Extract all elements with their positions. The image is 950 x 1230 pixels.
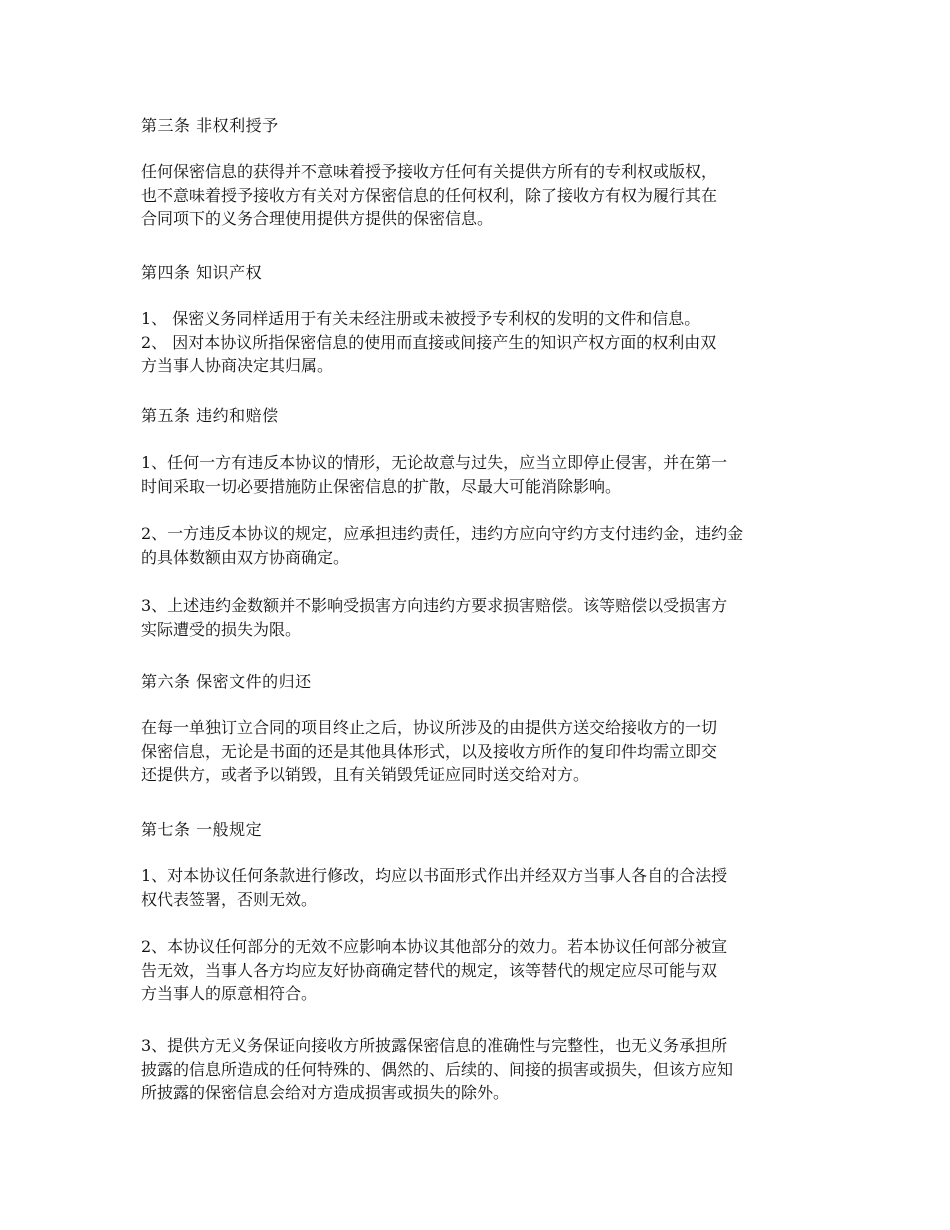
text-line: 也不意味着授予接收方有关对方保密信息的任何权利，除了接收方有权为履行其在 xyxy=(141,185,718,205)
text-line: 权代表签署，否则无效。 xyxy=(141,889,318,909)
text-line: 还提供方，或者予以销毁，且有关销毁凭证应同时送交给对方。 xyxy=(141,765,590,784)
text-line: 披露的信息所造成的任何特殊的、偶然的、后续的、间接的损害或损失，但该方应知 xyxy=(141,1059,734,1079)
text-line: 任何保密信息的获得并不意味着授予接收方任何有关提供方所有的专利权或版权， xyxy=(141,162,718,181)
text-line: 3、上述违约金数额并不影响受损害方向违约方要求损害赔偿。该等赔偿以受损害方 xyxy=(141,596,728,615)
text-line: 在每一单独订立合同的项目终止之后，协议所涉及的由提供方送交给接收方的一切 xyxy=(141,718,718,737)
text-line: 的具体数额由双方协商确定。 xyxy=(141,547,350,567)
article-5-paragraph-3 xyxy=(141,594,815,641)
article-6-heading: 第六条 保密文件的归还 xyxy=(141,672,312,691)
article-4-items xyxy=(141,307,815,378)
article-5-heading: 第五条 违约和赔偿 xyxy=(141,406,279,425)
article-5-paragraph-2 xyxy=(141,522,815,569)
text-line: 保密信息，无论是书面的还是其他具体形式，以及接收方所作的复印件均需立即交 xyxy=(141,741,718,761)
article-7-heading: 第七条 一般规定 xyxy=(141,820,263,839)
list-item: 1、 保密义务同样适用于有关未经注册或未被授予专利权的发明的文件和信息。 xyxy=(141,309,701,328)
text-line: 1、对本协议任何条款进行修改，均应以书面形式作出并经双方当事人各自的合法授 xyxy=(141,866,728,885)
article-4-heading: 第四条 知识产权 xyxy=(141,263,263,282)
text-line: 时间采取一切必要措施防止保密信息的扩散，尽最大可能消除影响。 xyxy=(141,476,622,496)
list-item: 方当事人协商决定其归属。 xyxy=(141,356,334,375)
list-item: 2、 因对本协议所指保密信息的使用而直接或间接产生的知识产权方面的权利由双 xyxy=(141,332,717,352)
text-line: 所披露的保密信息会给对方造成损害或损失的除外。 xyxy=(141,1083,510,1102)
article-3-heading: 第三条 非权利授予 xyxy=(141,116,279,135)
text-line: 告无效，当事人各方均应友好协商确定替代的规定，该等替代的规定应尽可能与双 xyxy=(141,960,718,980)
article-5-paragraph-1 xyxy=(141,451,815,498)
text-line: 实际遭受的损失为限。 xyxy=(141,619,302,639)
article-7-paragraph-3 xyxy=(141,1034,815,1105)
text-line: 合同项下的义务合理使用提供方提供的保密信息。 xyxy=(141,209,494,228)
article-6-paragraph xyxy=(141,716,815,787)
text-line: 2、一方违反本协议的规定，应承担违约责任，违约方应向守约方支付违约金，违约金 xyxy=(141,524,744,543)
text-line: 3、提供方无义务保证向接收方所披露保密信息的准确性与完整性，也无义务承担所 xyxy=(141,1036,728,1055)
text-line: 1、任何一方有违反本协议的情形，无论故意与过失，应当立即停止侵害，并在第一 xyxy=(141,453,728,472)
article-7-paragraph-1 xyxy=(141,864,815,911)
text-line: 2、本协议任何部分的无效不应影响本协议其他部分的效力。若本协议任何部分被宣 xyxy=(141,937,728,956)
article-3-paragraph xyxy=(141,160,815,231)
article-7-paragraph-2 xyxy=(141,935,815,1006)
text-line: 方当事人的原意相符合。 xyxy=(141,984,318,1003)
